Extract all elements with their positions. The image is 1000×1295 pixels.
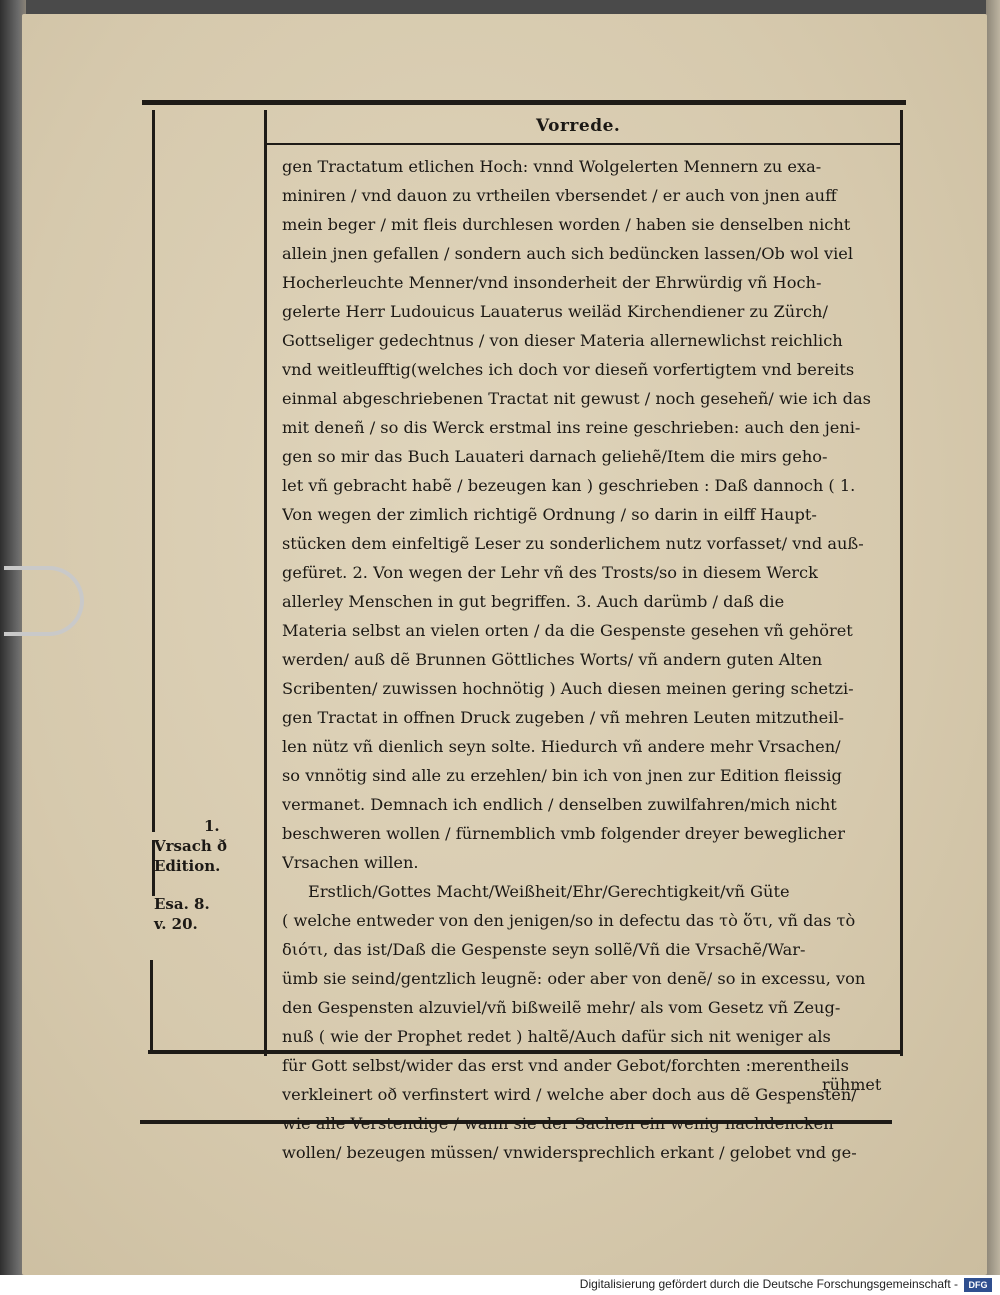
text-line: werden/ auß dẽ Brunnen Göttliches Worts/ vñ andern guten Alten bbox=[282, 650, 823, 669]
margin-note: Esa. 8. bbox=[154, 895, 210, 913]
text-line: so vnnötig sind alle zu erzehlen/ bin ich von jnen zur Edition fleissig bbox=[282, 766, 842, 785]
text-line: Materia selbst an vielen orten / da die Gespenste gesehen vñ gehöret bbox=[282, 621, 853, 640]
text-line: gefüret. 2. Von wegen der Lehr vñ des Trosts/so in diesem Werck bbox=[282, 563, 818, 582]
text-line: len nütz vñ dienlich seyn solte. Hiedurch vñ andere mehr Vrsachen/ bbox=[282, 737, 841, 756]
text-line: gen so mir das Buch Lauateri darnach geliehẽ/Item die mirs geho- bbox=[282, 447, 828, 466]
text-line: Scribenten/ zuwissen hochnötig ) Auch diesen meinen gering schetzi- bbox=[282, 679, 854, 698]
text-line: vermanet. Demnach ich endlich / denselben zuwilfahren/mich nicht bbox=[282, 795, 837, 814]
text-line: einmal abgeschriebenen Tractat nit gewust / noch geseheñ/ wie ich das bbox=[282, 389, 871, 408]
footer-credit: Digitalisierung gefördert durch die Deutsche Forschungsgemeinschaft - bbox=[579, 1277, 958, 1291]
text-line: let vñ gebracht habẽ / bezeugen kan ) geschrieben : Daß dannoch ( 1. bbox=[282, 476, 856, 495]
text-line: miniren / vnd dauon zu vrtheilen vbersendet / er auch von jnen auff bbox=[282, 186, 837, 205]
text-line: den Gespensten alzuviel/vñ bißweilẽ mehr/ als vom Gesetz vñ Zeug- bbox=[282, 998, 841, 1017]
text-line: wollen/ bezeugen müssen/ vnwidersprechlich erkant / gelobet vnd ge- bbox=[282, 1143, 857, 1162]
text-line: mit deneñ / so dis Werck erstmal ins reine geschrieben: auch den jeni- bbox=[282, 418, 861, 437]
outer-left-rule bbox=[152, 110, 155, 832]
header-rule bbox=[266, 143, 902, 145]
margin-note: Vrsach ð bbox=[154, 837, 227, 855]
text-line: Erstlich/Gottes Macht/Weißheit/Ehr/Gerechtigkeit/vñ Güte bbox=[308, 882, 790, 901]
margin-notes bbox=[154, 816, 250, 934]
text-line: wie alle Verstendige / wann sie der Sachen ein wenig nachdencken bbox=[282, 1114, 834, 1133]
paper-clip bbox=[4, 566, 84, 636]
text-line: ( welche entweder von den jenigen/so in defectu das τὸ ὅτι, vñ das τὸ bbox=[282, 911, 856, 930]
inner-left-rule bbox=[264, 110, 267, 1056]
text-line: vnd weitleufftig(welches ich doch vor dieseñ vorfertigtem vnd bereits bbox=[282, 360, 855, 379]
text-line: ümb sie seind/gentzlich leugnẽ: oder aber von denẽ/ so in excessu, von bbox=[282, 969, 866, 988]
text-line: allerley Menschen in gut begriffen. 3. Auch darümb / daß die bbox=[282, 592, 785, 611]
text-line: stücken dem einfeltigẽ Leser zu sonderlichem nutz vorfasset/ vnd auß- bbox=[282, 534, 864, 553]
body-text bbox=[282, 152, 894, 1167]
footer-bar bbox=[0, 1275, 1000, 1295]
text-line: mein beger / mit fleis durchlesen worden / haben sie denselben nicht bbox=[282, 215, 851, 234]
margin-note: v. 20. bbox=[154, 915, 198, 933]
text-line: Von wegen der zimlich richtigẽ Ordnung / so darin in eilff Haupt- bbox=[282, 505, 817, 524]
text-line: verkleinert oð verfinstert wird / welche aber doch aus dẽ Gespensten/ bbox=[282, 1085, 857, 1104]
dfg-logo: DFG bbox=[964, 1278, 992, 1292]
text-line: Vrsachen willen. bbox=[282, 853, 419, 872]
text-line: nuß ( wie der Prophet redet ) haltẽ/Auch dafür sich nit weniger als bbox=[282, 1027, 831, 1046]
top-rule bbox=[142, 100, 906, 105]
text-line: für Gott selbst/wider das erst vnd ander Gebot/forchten :merentheils bbox=[282, 1056, 849, 1075]
catchword: rühmet bbox=[822, 1075, 882, 1094]
text-line: allein jnen gefallen / sondern auch sich bedüncken lassen/Ob wol viel bbox=[282, 244, 854, 263]
text-line: Hocherleuchte Menner/vnd insonderheit der Ehrwürdig vñ Hoch- bbox=[282, 273, 822, 292]
page-stack-edge bbox=[986, 0, 1000, 1275]
text-line: beschweren wollen / fürnemblich vmb folgender dreyer beweglicher bbox=[282, 824, 845, 843]
text-line: gen Tractatum etlichen Hoch: vnnd Wolgelerten Mennern zu exa- bbox=[282, 157, 822, 176]
outer-left-rule-bottom bbox=[150, 960, 153, 1052]
running-head: Vorrede. bbox=[536, 116, 621, 136]
text-line: διότι, das ist/Daß die Gespenste seyn sollẽ/Vñ die Vrsachẽ/War- bbox=[282, 940, 806, 959]
margin-note: Edition. bbox=[154, 857, 221, 875]
text-line: gen Tractat in offnen Druck zugeben / vñ mehren Leuten mitzutheil- bbox=[282, 708, 845, 727]
margin-note: 1. bbox=[204, 817, 220, 835]
right-rule bbox=[900, 110, 903, 1056]
text-line: gelerte Herr Ludouicus Lauaterus weiläd Kirchendiener zu Zürch/ bbox=[282, 302, 828, 321]
text-line: Gottseliger gedechtnus / von dieser Materia allernewlichst reichlich bbox=[282, 331, 843, 350]
